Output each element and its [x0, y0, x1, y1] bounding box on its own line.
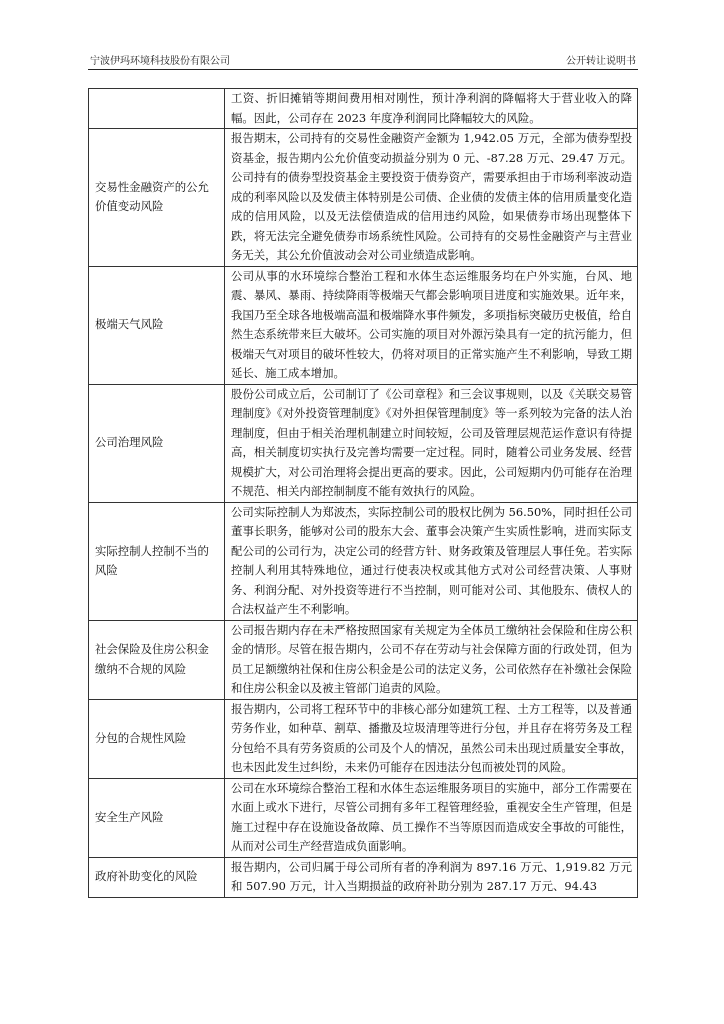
risk-description: 工资、折旧摊销等期间费用相对刚性，预计净利润的降幅将大于营业收入的降幅。因此，公司存在 2023 年度净利润同比降幅较大的风险。 — [225, 89, 638, 129]
risk-description: 公司在水环境综合整治工程和水体生态运维服务项目的实施中，部分工作需要在水面上或水下进行，尽管公司拥有多年工程管理经验，重视安全生产管理，但是施工过程中存在设施设备故障、员工操作不当等原因而造成安全事故的可能性，从而对公司生产经营造成负面影响。 — [225, 778, 638, 857]
risk-description: 报告期内，公司归属于母公司所有者的净利润为 897.16 万元、1,919.82 万元和 507.90 万元，计入当期损益的政府补助分别为 287.17 万元、94.43 — [225, 857, 638, 897]
risk-description: 公司报告期内存在未严格按照国家有关规定为全体员工缴纳社会保险和住房公积金的情形。尽管在报告期内，公司不存在劳动与社会保障方面的行政处罚，但为员工足额缴纳社保和住房公积金是公司的法定义务，公司依然存在补缴社会保险和住房公积金以及被主管部门追责的风险。 — [225, 620, 638, 699]
table-row — [89, 89, 638, 129]
risk-description: 公司实际控制人为郑波杰，实际控制公司的股权比例为 56.50%，同时担任公司董事长职务，能够对公司的股东大会、董事会决策产生实质性影响，进而实际支配公司的公司行为，决定公司的经营方针、财务政策及管理层人事任免。若实际控制人利用其特殊地位，通过行使表决权或其他方式对公司经营决策、人事财务、利润分配、对外投资等进行不当控制，则可能对公司、其他股东、债权人的合法权益产生不利影响。 — [225, 502, 638, 620]
risk-description: 报告期末，公司持有的交易性金融资产金额为 1,942.05 万元，全部为债券型投资基金，报告期内公允价值变动损益分别为 0 元、-87.28 万元、29.47 万元。公司持有的债券型投资基金主要投资于债券资产，需要承担由于市场利率波动造成的利率风险以及发债主体特别是公司债、企业债的发债主体的信用质量变化造成的信用风险，以及无法偿债造成的信用违约风险，如果债券市场出现整体下跌，将无法完全避免债券市场系统性风险。公司持有的交易性金融资产与主营业务无关，其公允价值波动会对公司业绩造成影响。 — [225, 129, 638, 267]
table-row — [89, 266, 638, 384]
risk-name: 社会保险及住房公积金缴纳不合规的风险 — [89, 620, 225, 699]
risk-name: 公司治理风险 — [89, 384, 225, 502]
risk-name: 实际控制人控制不当的风险 — [89, 502, 225, 620]
risk-name: 分包的合规性风险 — [89, 699, 225, 778]
risk-description: 股份公司成立后，公司制订了《公司章程》和三会议事规则，以及《关联交易管理制度》《对外投资管理制度》《对外担保管理制度》等一系列较为完备的法人治理制度，但由于相关治理机制建立时间较短，公司及管理层规范运作意识有待提高，相关制度切实执行及完善均需要一定过程。同时，随着公司业务发展、经营规模扩大，对公司治理将会提出更高的要求。因此，公司短期内仍可能存在治理不规范、相关内部控制制度不能有效执行的风险。 — [225, 384, 638, 502]
company-name: 宁波伊玛环境科技股份有限公司 — [90, 56, 230, 67]
table-row — [89, 620, 638, 699]
risk-name: 安全生产风险 — [89, 778, 225, 857]
document-title: 公开转让说明书 — [566, 56, 636, 67]
risk-name — [89, 89, 225, 129]
risk-name: 交易性金融资产的公允价值变动风险 — [89, 129, 225, 267]
risk-table — [88, 88, 638, 898]
table-row — [89, 129, 638, 267]
risk-description: 公司从事的水环境综合整治工程和水体生态运维服务均在户外实施，台风、地震、暴风、暴雨、持续降雨等极端天气都会影响项目进度和实施效果。近年来，我国乃至全球各地极端高温和极端降水事件频发，多项指标突破历史极值，给自然生态系统带来巨大破坏。公司实施的项目对外源污染具有一定的抗污能力，但极端天气对项目的破坏性较大，仍将对项目的正常实施产生不利影响，导致工期延长、施工成本增加。 — [225, 266, 638, 384]
table-row — [89, 857, 638, 897]
risk-name: 极端天气风险 — [89, 266, 225, 384]
page-header — [88, 50, 638, 70]
table-row — [89, 502, 638, 620]
table-row — [89, 778, 638, 857]
risk-name: 政府补助变化的风险 — [89, 857, 225, 897]
table-row — [89, 699, 638, 778]
table-row — [89, 384, 638, 502]
risk-description: 报告期内，公司将工程环节中的非核心部分如建筑工程、土方工程等，以及普通劳务作业，如种草、割草、播撒及垃圾清理等进行分包，并且存在将劳务及工程分包给不具有劳务资质的公司及个人的情况，虽然公司未出现过质量安全事故，也未因此发生过纠纷，未来仍可能存在因违法分包而被处罚的风险。 — [225, 699, 638, 778]
